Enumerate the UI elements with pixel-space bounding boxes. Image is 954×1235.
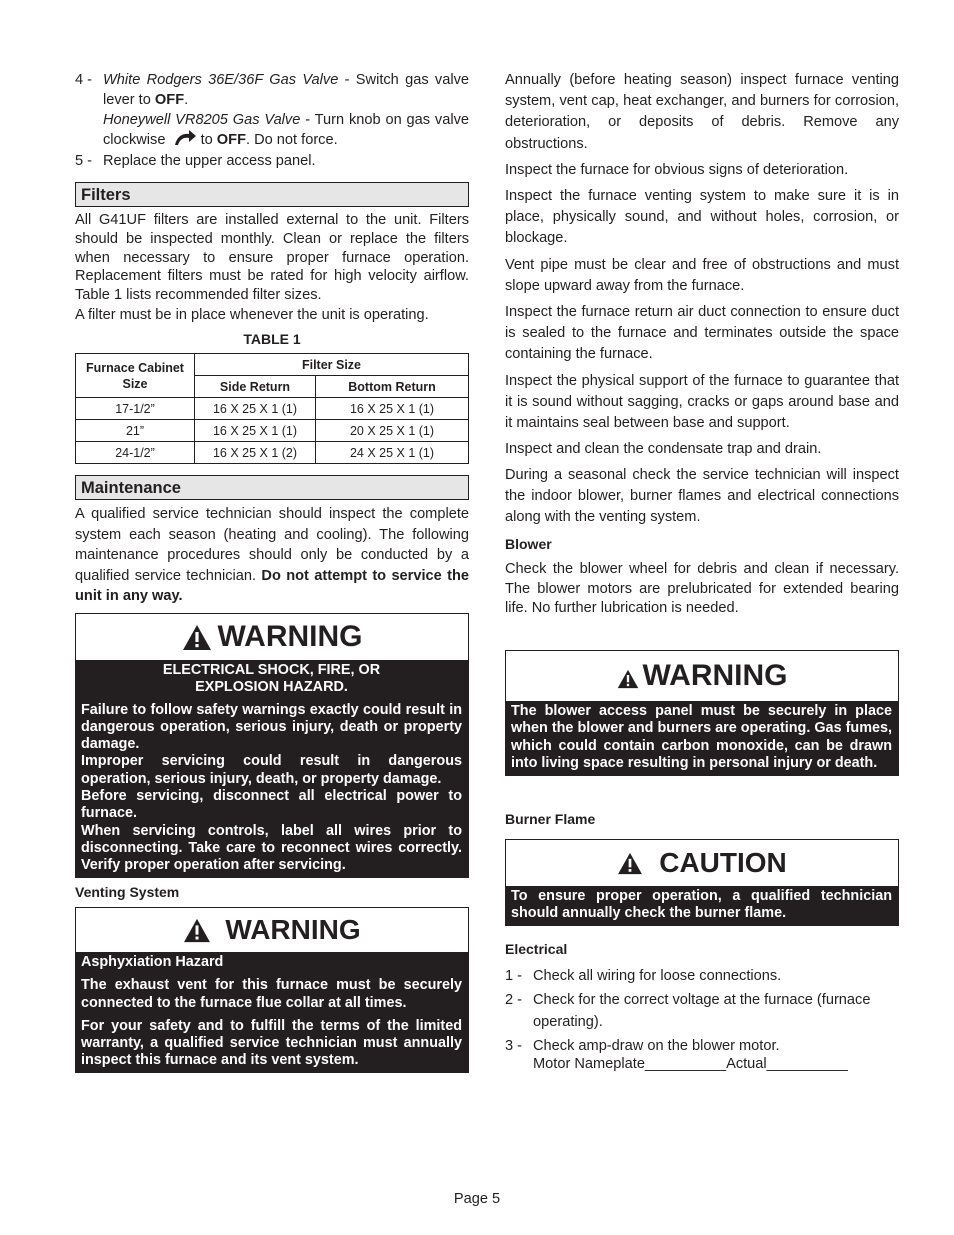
table-row [76, 420, 469, 442]
bottom-return-header: Bottom Return [316, 376, 469, 398]
electrical-heading: Electrical [505, 941, 568, 957]
step-number: 3 - [505, 1038, 523, 1054]
blower-paragraph: Check the blower wheel for debris and clean if necessary. The blower motors are prelubricated for extended bearing life. No further lubrication is needed. [505, 561, 899, 616]
step-text: . [184, 92, 189, 108]
inspection-paragraph: Inspect the physical support of the furnace to guarantee that it is sound without sagging, cracks or gaps around base and it maintains seal between base and support. [505, 373, 899, 432]
inspection-paragraph: During a seasonal check the service technician will inspect the indoor blower, burner flames and electrical connections along with the venting system. [505, 467, 899, 526]
step-body [103, 70, 469, 150]
inspection-paragraph: Annually (before heating season) inspect furnace venting system, vent cap, heat exchanger, and burners for corrosion, deterioration, or deposits of debris. Remove any obstructions. [505, 72, 899, 152]
warning-triangle-icon [617, 852, 643, 875]
table-cell: 17-1/2” [76, 398, 195, 420]
step-text: Check amp-draw on the blower motor. [533, 1038, 780, 1054]
step-5 [75, 151, 469, 171]
off-label: OFF [154, 92, 185, 108]
warning-line: For your safety and to fulfill the terms of the limited warranty, a qualified service technician must annually inspect this furnace and its vent system. [81, 1017, 462, 1069]
table-cell: 24-1/2” [76, 442, 195, 464]
step-body: Check all wiring for loose connections. [533, 968, 782, 984]
warning-title [76, 908, 468, 952]
electrical-step-2 [505, 989, 899, 1033]
filters-note: A filter must be in place whenever the unit is operating. [75, 307, 429, 323]
step-4 [75, 70, 469, 150]
filters-heading: Filters [75, 182, 469, 207]
filter-size-table [75, 353, 469, 464]
step-text: to [196, 132, 217, 148]
warning-title [76, 614, 468, 660]
warning-box-electrical [75, 613, 469, 878]
warning-triangle-icon [617, 669, 639, 689]
white-rodgers-model: White Rodgers 36E/36F Gas Valve [103, 72, 339, 88]
warning-box-asphyxiation [75, 907, 469, 1073]
warning-triangle-icon [182, 624, 212, 651]
table-cell: 16 X 25 X 1 (1) [316, 398, 469, 420]
table-row [76, 398, 469, 420]
warning-line: Failure to follow safety warnings exactly could result in dangerous operation, serious injury, death or property damage. [81, 701, 462, 753]
inspection-paragraph: Vent pipe must be clear and free of obstructions and must slope upward away from the furnace. [505, 257, 899, 295]
inspection-paragraph: Inspect the furnace venting system to make sure it is in place, physically sound, and without holes, corrosion, or blockage. [505, 188, 899, 247]
maintenance-paragraph [75, 504, 469, 607]
filter-size-header: Filter Size [195, 354, 469, 376]
warning-title-text: WARNING [217, 620, 363, 653]
inspection-paragraph: Inspect and clean the condensate trap and drain. [505, 441, 822, 457]
caution-box [505, 839, 899, 926]
electrical-step-1 [505, 966, 899, 986]
step-number: 1 - [505, 968, 523, 984]
filters-paragraph: All G41UF filters are installed external to the unit. Filters should be inspected monthly. Clean or replace the filters when necessary to ensure proper furnace operation. Replacement filters must be rated for high velocity airflow. Table 1 lists recommended filter sizes. [75, 212, 469, 304]
step-number: 4 - [75, 72, 93, 88]
hazard-label: ELECTRICAL SHOCK, FIRE, OR EXPLOSION HAZARD. [162, 662, 381, 696]
inspection-paragraph: Inspect the furnace for obvious signs of deterioration. [505, 162, 849, 178]
page-number: Page 5 [453, 1191, 501, 1207]
burner-flame-heading: Burner Flame [505, 811, 596, 827]
table-cell: 20 X 25 X 1 (1) [316, 420, 469, 442]
warning-body [76, 952, 468, 1072]
step-text: . Do not force. [245, 132, 338, 148]
cabinet-size-header: Furnace Cabinet Size [76, 354, 195, 398]
warning-title-text: WARNING [225, 914, 361, 945]
hazard-label: Asphyxiation Hazard [81, 954, 224, 970]
caution-body: To ensure proper operation, a qualified technician should annually check the burner flame. [506, 886, 898, 925]
warning-line: The exhaust vent for this furnace must be securely connected to the furnace flue collar at all times. [81, 977, 462, 1011]
table-title: TABLE 1 [243, 331, 301, 347]
step-text: - Switch gas valve lever to [103, 72, 469, 108]
maintenance-bold-text: Do not attempt to service the unit in any way. [75, 567, 469, 605]
step-number: 2 - [505, 992, 523, 1008]
table-cell: 16 X 25 X 1 (2) [195, 442, 316, 464]
warning-triangle-icon [183, 918, 211, 943]
step-body [533, 1037, 899, 1073]
warning-line: When servicing controls, label all wires prior to disconnecting. Take care to reconnect wires correctly. Verify proper operation after servicing. [81, 822, 462, 874]
clockwise-arrow-icon [173, 130, 197, 146]
step-text: - Turn knob on gas valve clockwise [103, 112, 469, 148]
step-body: Replace the upper access panel. [103, 153, 316, 169]
warning-body: The blower access panel must be securely in place when the blower and burners are operating. Gas fumes, which could contain carbon monoxide, can be drawn into living space resulting in personal injury or death. [506, 701, 898, 775]
electrical-step-3 [505, 1037, 899, 1073]
warning-body [76, 660, 468, 877]
table-cell: 16 X 25 X 1 (1) [195, 420, 316, 442]
side-return-header: Side Return [195, 376, 316, 398]
blower-heading: Blower [505, 536, 552, 552]
venting-system-heading: Venting System [75, 884, 180, 900]
honeywell-model: Honeywell VR8205 Gas Valve [103, 112, 301, 128]
off-label: OFF [216, 132, 246, 148]
table-cell: 21” [76, 420, 195, 442]
warning-box-blower-panel [505, 650, 899, 776]
motor-nameplate-line: Motor Nameplate__________Actual__________ [533, 1056, 848, 1072]
caution-title-text: CAUTION [659, 847, 787, 878]
step-number: 5 - [75, 153, 93, 169]
inspection-paragraph: Inspect the furnace return air duct connection to ensure duct is sealed to the furnace and terminates outside the space containing the furnace. [505, 304, 899, 363]
maintenance-text: A qualified service technician should inspect the complete system each season (heating and cooling). The following maintenance procedures should only be conducted by a qualified service technician. [75, 506, 469, 584]
warning-title-text: WARNING [642, 659, 788, 692]
step-body: Check for the correct voltage at the furnace (furnace operating). [533, 992, 871, 1030]
table-row [76, 442, 469, 464]
maintenance-heading: Maintenance [75, 475, 469, 500]
warning-title [506, 651, 898, 701]
table-cell: 16 X 25 X 1 (1) [195, 398, 316, 420]
table-cell: 24 X 25 X 1 (1) [316, 442, 469, 464]
caution-title [506, 840, 898, 886]
warning-line: Before servicing, disconnect all electrical power to furnace. [81, 788, 462, 822]
warning-line: Improper servicing could result in dangerous operation, serious injury, death, or property damage. [81, 753, 462, 787]
